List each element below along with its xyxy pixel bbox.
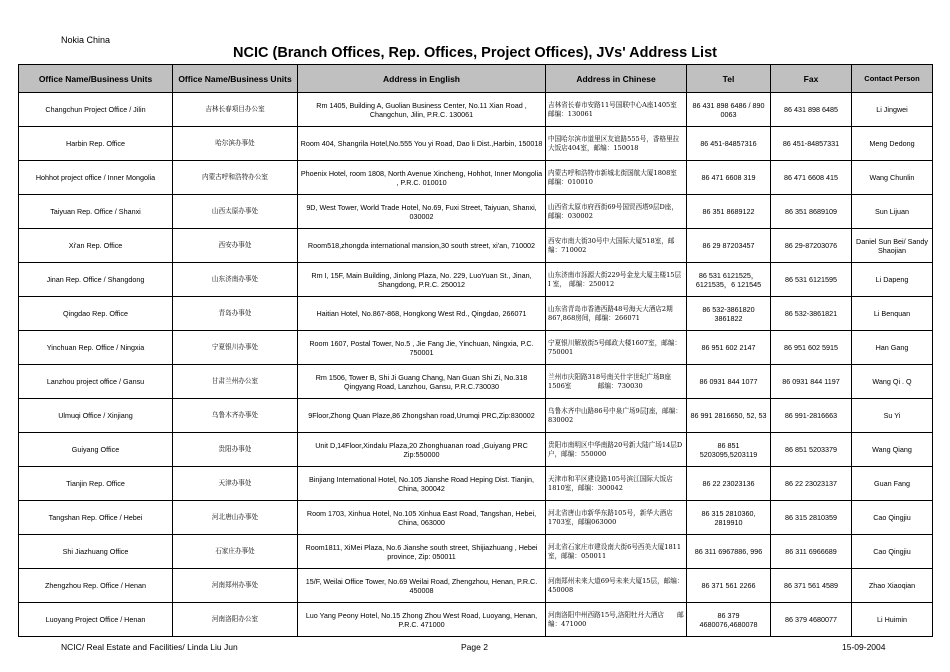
address-en: 9Floor,Zhong Quan Plaze,86 Zhongshan road,Urumqi PRC,Zip:830002 [298,399,546,433]
table-row [19,229,933,263]
address-en: Binjiang International Hotel, No.105 Jianshe Road Heping Dist. Tianjin, China, 300042 [298,467,546,501]
tel-number: 86 0931 844 1077 [687,365,771,399]
contact-person: Li Huimin [852,603,933,637]
table-row [19,467,933,501]
address-cn: 西安市南大街30号中大国际大厦518室，邮编：710002 [546,229,687,263]
tel-number: 86 431 898 6486 / 890 0063 [687,93,771,127]
footer-page-number: Page 2 [461,642,488,652]
office-name-cn: 乌鲁木齐办事处 [173,399,298,433]
fax-number: 86 379 4680077 [771,603,852,637]
contact-person: Wang Qi . Q [852,365,933,399]
contact-person: Han Gang [852,331,933,365]
tel-number: 86 951 602 2147 [687,331,771,365]
address-cn: 乌鲁木齐中山路86号中泉广场9层J座，邮编：830002 [546,399,687,433]
contact-person: Li Dapeng [852,263,933,297]
office-name-cn: 天津办事处 [173,467,298,501]
contact-person: Li Benquan [852,297,933,331]
office-name-cn: 哈尔滨办事处 [173,127,298,161]
table-row [19,433,933,467]
table-row [19,501,933,535]
office-name-cn: 内蒙古呼和浩特办公室 [173,161,298,195]
office-name-cn: 石家庄办事处 [173,535,298,569]
address-cn: 河北省石家庄市建设南大街6号西美大厦1811室，邮编：050011 [546,535,687,569]
table-row [19,127,933,161]
tel-number: 86 991 2816650, 52, 53 [687,399,771,433]
address-en: Haitian Hotel, No.867-868, Hongkong West Rd., Qingdao, 266071 [298,297,546,331]
address-cn: 河南洛阳中州西路15号,洛阳牡丹大酒店 邮编：471000 [546,603,687,637]
address-en: Rm 1405, Building A, Guolian Business Center, No.11 Xian Road , Changchun, Jilin, P.R.C. 130061 [298,93,546,127]
address-cn: 河南郑州未来大道69号未来大厦15层，邮编：450008 [546,569,687,603]
office-name-en: Harbin Rep. Office [19,127,173,161]
tel-number: 86 531 6121525，6121535，6 121545 [687,263,771,297]
office-name-cn: 贵阳办事处 [173,433,298,467]
contact-person: Wang Qiang [852,433,933,467]
office-name-en: Shi Jiazhuang Office [19,535,173,569]
address-table [18,64,933,637]
address-en: 9D, West Tower, World Trade Hotel, No.69, Fuxi Street, Taiyuan, Shanxi, 030002 [298,195,546,229]
address-en: Rm 1506, Tower B, Shi Ji Guang Chang, Nan Guan Shi Zi, No.318 Qingyang Road, Lanzhou, Gansu, P.R.C.730030 [298,365,546,399]
table-row [19,365,933,399]
contact-person: Li Jingwei [852,93,933,127]
office-name-en: Luoyang Project Office / Henan [19,603,173,637]
fax-number: 86 29-87203076 [771,229,852,263]
tel-number: 86 29 87203457 [687,229,771,263]
table-row [19,331,933,365]
office-name-en: Tianjin Rep. Office [19,467,173,501]
office-name-cn: 宁夏银川办事处 [173,331,298,365]
table-row [19,399,933,433]
tel-number: 86 315 2810360, 2819910 [687,501,771,535]
office-name-cn: 山东济南办事处 [173,263,298,297]
office-name-en: Tangshan Rep. Office / Hebei [19,501,173,535]
contact-person: Meng Dedong [852,127,933,161]
address-en: Rm I, 15F, Main Building, Jinlong Plaza, No. 229, LuoYuan St., Jinan, Shangdong, P.R.C. 250012 [298,263,546,297]
tel-number: 86 22 23023136 [687,467,771,501]
office-name-cn: 河南洛阳办公室 [173,603,298,637]
office-name-en: Ulmuqi Office / Xinjiang [19,399,173,433]
column-header-tel: Tel [687,65,771,93]
contact-person: Cao Qingjiu [852,535,933,569]
tel-number: 86 379 4680076,4680078 [687,603,771,637]
address-en: Room 1607, Postal Tower, No.5 , Jie Fang Jie, Yinchuan, Ningxia, P.C. 750001 [298,331,546,365]
fax-number: 86 991-2816663 [771,399,852,433]
fax-number: 86 0931 844 1197 [771,365,852,399]
fax-number: 86 371 561 4589 [771,569,852,603]
address-cn: 吉林省长春市安路11号国联中心A座1405室 邮编：130061 [546,93,687,127]
contact-person: Sun Lijuan [852,195,933,229]
address-cn: 河北省唐山市新华东路105号，新华大酒店 1703室，邮编063000 [546,501,687,535]
tel-number: 86 532-3861820 3861822 [687,297,771,331]
address-en: 15/F, Weilai Office Tower, No.69 Weilai Road, Zhengzhou, Henan, P.R.C. 450008 [298,569,546,603]
contact-person: Cao Qingjiu [852,501,933,535]
office-name-en: Changchun Project Office / Jilin [19,93,173,127]
fax-number: 86 451-84857331 [771,127,852,161]
tel-number: 86 471 6608 319 [687,161,771,195]
fax-number: 86 351 8689109 [771,195,852,229]
contact-person: Zhao Xiaoqian [852,569,933,603]
fax-number: 86 311 6966689 [771,535,852,569]
office-name-en: Jinan Rep. Office / Shangdong [19,263,173,297]
table-row [19,263,933,297]
column-header-name-cn: Office Name/Business Units [173,65,298,93]
office-name-cn: 西安办事处 [173,229,298,263]
fax-number: 86 951 602 5915 [771,331,852,365]
contact-person: Guan Fang [852,467,933,501]
address-en: Unit D,14Floor,Xindalu Plaza,20 Zhonghuanan road ,Guiyang PRC Zip:550000 [298,433,546,467]
table-row [19,161,933,195]
office-name-en: Guiyang Office [19,433,173,467]
column-header-address-cn: Address in Chinese [546,65,687,93]
tel-number: 86 371 561 2266 [687,569,771,603]
address-cn: 天津市和平区建设路105号滨江国际大饭店1810室，邮编：300042 [546,467,687,501]
table-body [19,93,933,637]
address-cn: 山西省太原市府西街69号国贸西塔9层D座，邮编：030002 [546,195,687,229]
contact-person: Daniel Sun Bei/ Sandy Shaojian [852,229,933,263]
contact-person: Su Yi [852,399,933,433]
address-cn: 兰州市庆阳路318号南关什字世纪广场B座1506室 邮编：730030 [546,365,687,399]
office-name-en: Hohhot project office / Inner Mongolia [19,161,173,195]
address-en: Luo Yang Peony Hotel, No.15 Zhong Zhou West Road, Luoyang, Henan, P.R.C. 471000 [298,603,546,637]
page-title: NCIC (Branch Offices, Rep. Offices, Project Offices), JVs' Address List [233,45,717,61]
table-header-row [19,65,933,93]
office-name-cn: 河北唐山办事处 [173,501,298,535]
column-header-address-en: Address in English [298,65,546,93]
office-name-cn: 甘肃兰州办公室 [173,365,298,399]
office-name-cn: 吉林长春项目办公室 [173,93,298,127]
column-header-contact: Contact Person [852,65,933,93]
footer-date: 15-09-2004 [842,642,886,652]
office-name-en: Qingdao Rep. Office [19,297,173,331]
table-row [19,297,933,331]
address-cn: 贵阳市南明区中华南路20号新大陆广场14层D户，邮编：550000 [546,433,687,467]
address-cn: 山东省青岛市香港西路48号海天大酒店2期867,868房间，邮编：266071 [546,297,687,331]
office-name-en: Yinchuan Rep. Office / Ningxia [19,331,173,365]
office-name-en: Xi'an Rep. Office [19,229,173,263]
address-cn: 宁夏银川解放街5号邮政大楼1607室，邮编：750001 [546,331,687,365]
address-en: Room 1703, Xinhua Hotel, No.105 Xinhua East Road, Tangshan, Hebei, China, 063000 [298,501,546,535]
address-en: Room 404, Shangrila Hotel,No.555 You yi Road, Dao li Dist.,Harbin, 150018 [298,127,546,161]
fax-number: 86 315 2810359 [771,501,852,535]
company-name: Nokia China [61,35,111,45]
tel-number: 86 851 5203095,5203119 [687,433,771,467]
office-name-en: Zhengzhou Rep. Office / Henan [19,569,173,603]
table-row [19,569,933,603]
column-header-name-en: Office Name/Business Units [19,65,173,93]
fax-number: 86 471 6608 415 [771,161,852,195]
address-cn: 山东济南市泺源大街229号金龙大厦主楼15层 I 室， 邮编：250012 [546,263,687,297]
address-en: Room518,zhongda international mansion,30 south street, xi'an, 710002 [298,229,546,263]
tel-number: 86 311 6967886, 996 [687,535,771,569]
office-name-en: Taiyuan Rep. Office / Shanxi [19,195,173,229]
table-row [19,535,933,569]
table-row [19,195,933,229]
contact-person: Wang Chunlin [852,161,933,195]
table-row [19,603,933,637]
column-header-fax: Fax [771,65,852,93]
address-en: Room1811, XiMei Plaza, No.6 Jianshe south street, Shijiazhuang , Hebei province, Zip: 050011 [298,535,546,569]
footer-department: NCIC/ Real Estate and Facilities/ Linda Liu Jun [61,642,238,652]
office-name-cn: 山西太原办事处 [173,195,298,229]
address-cn: 内蒙古呼和浩特市新城北街国航大厦1808室 邮编：010010 [546,161,687,195]
office-name-cn: 河南郑州办事处 [173,569,298,603]
fax-number: 86 531 6121595 [771,263,852,297]
office-name-en: Lanzhou project office / Gansu [19,365,173,399]
address-cn: 中国哈尔滨市道里区友谊路555号，香格里拉大饭店404室，邮编：150018 [546,127,687,161]
tel-number: 86 451-84857316 [687,127,771,161]
address-en: Phoenix Hotel, room 1808, North Avenue Xincheng, Hohhot, Inner Mongolia , P.R.C. 010010 [298,161,546,195]
fax-number: 86 851 5203379 [771,433,852,467]
office-name-cn: 青岛办事处 [173,297,298,331]
fax-number: 86 431 898 6485 [771,93,852,127]
tel-number: 86 351 8689122 [687,195,771,229]
table-row [19,93,933,127]
fax-number: 86 532-3861821 [771,297,852,331]
fax-number: 86 22 23023137 [771,467,852,501]
